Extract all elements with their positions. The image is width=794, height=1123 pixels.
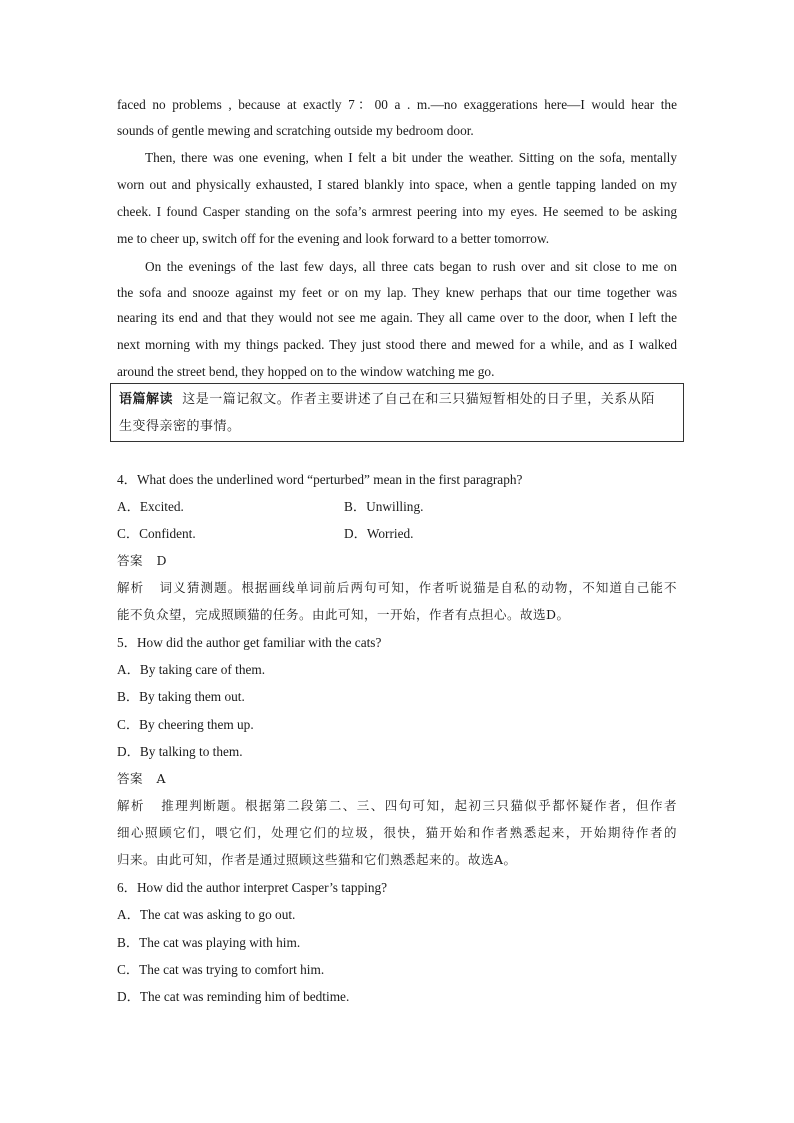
q6-option-b: B．The cat was playing with him. xyxy=(117,935,301,950)
passage-line: the sofa and snooze against my feet or on my lap. They knew perhaps that our time together was xyxy=(117,285,677,300)
q5-option-a: A．By taking care of them. xyxy=(117,662,266,677)
passage-line: sounds of gentle mewing and scratching outside my bedroom door. xyxy=(117,123,474,138)
summary-text-1: 这是一篇记叙文。作者主要讲述了自己在和三只猫短暂相处的日子里，关系从陌 xyxy=(182,392,655,407)
q4-option-a: A．Excited. xyxy=(117,499,184,514)
analysis-text: 推理判断题。根据第二段第二、三、四句可知，起初三只猫似乎都怀疑作者，但作者 xyxy=(161,798,677,813)
question-6: 6．How did the author interpret Casper’s tapping? xyxy=(117,880,388,895)
q4-analysis-2: 能不负众望，完成照顾猫的任务。由此可知，一开始，作者有点担心。故选D。 xyxy=(117,607,570,622)
q5-option-c: C．By cheering them up. xyxy=(117,717,254,732)
q4-option-c: C．Confident. xyxy=(117,526,196,541)
passage-line: Then, there was one evening, when I felt a bit under the weather. Sitting on the sofa, mentally xyxy=(145,150,677,165)
passage-line: worn out and physically exhausted, I stared blankly into space, when a gentle tapping landed on my xyxy=(117,177,677,192)
passage-line: nearing its end and that they would not see me again. They all came over to the door, when I left the xyxy=(117,310,677,325)
answer-label: 答案 xyxy=(117,771,144,786)
question-5: 5．How did the author get familiar with the cats? xyxy=(117,635,382,650)
passage-line: On the evenings of the last few days, all three cats began to rush over and sit close to me on xyxy=(145,259,677,274)
summary-text-2: 生变得亲密的事情。 xyxy=(119,419,241,434)
answer-value: A xyxy=(156,771,166,786)
q6-option-c: C．The cat was trying to comfort him. xyxy=(117,962,325,977)
q5-option-d: D．By talking to them. xyxy=(117,744,243,759)
q4-analysis-1 xyxy=(117,578,677,598)
answer-value: D xyxy=(156,553,167,568)
q4-option-d: D．Worried. xyxy=(344,526,414,541)
summary-box xyxy=(110,383,684,442)
q5-analysis-1 xyxy=(117,796,677,816)
analysis-label: 解析 xyxy=(117,798,145,813)
summary-line-1 xyxy=(119,390,675,410)
analysis-text: 词义猜测题。根据画线单词前后两句可知，作者听说猫是自私的动物，不知道自己能不 xyxy=(159,580,677,595)
q5-answer xyxy=(117,769,677,789)
q5-option-b: B．By taking them out. xyxy=(117,689,245,704)
passage-line: me to cheer up, switch off for the evening and look forward to a better tomorrow. xyxy=(117,231,550,246)
q4-option-b: B．Unwilling. xyxy=(344,499,424,514)
passage-line: cheek. I found Casper standing on the sofa’s armrest peering into my eyes. He seemed to be asking xyxy=(117,204,677,219)
question-4: 4．What does the underlined word “perturbed” mean in the first paragraph? xyxy=(117,472,523,487)
q5-analysis-2: 细心照顾它们，喂它们，处理它们的垃圾，很快，猫开始和作者熟悉起来，开始期待作者的 xyxy=(117,825,677,840)
answer-label: 答案 xyxy=(117,553,144,568)
passage-line: next morning with my things packed. They just stood there and mewed for a while, and as I walked xyxy=(117,337,677,352)
passage-line: around the street bend, they hopped on to the window watching me go. xyxy=(117,364,495,379)
q6-option-a: A．The cat was asking to go out. xyxy=(117,907,296,922)
q6-option-d: D．The cat was reminding him of bedtime. xyxy=(117,989,350,1004)
passage-line: faced no problems , because at exactly 7：00 a . m.—no exaggerations here—I would hear the xyxy=(117,97,677,112)
analysis-label: 解析 xyxy=(117,580,145,595)
q4-answer xyxy=(117,551,677,571)
summary-label: 语篇解读 xyxy=(119,392,174,407)
q5-analysis-3: 归来。由此可知，作者是通过照顾这些猫和它们熟悉起来的。故选A。 xyxy=(117,852,517,867)
